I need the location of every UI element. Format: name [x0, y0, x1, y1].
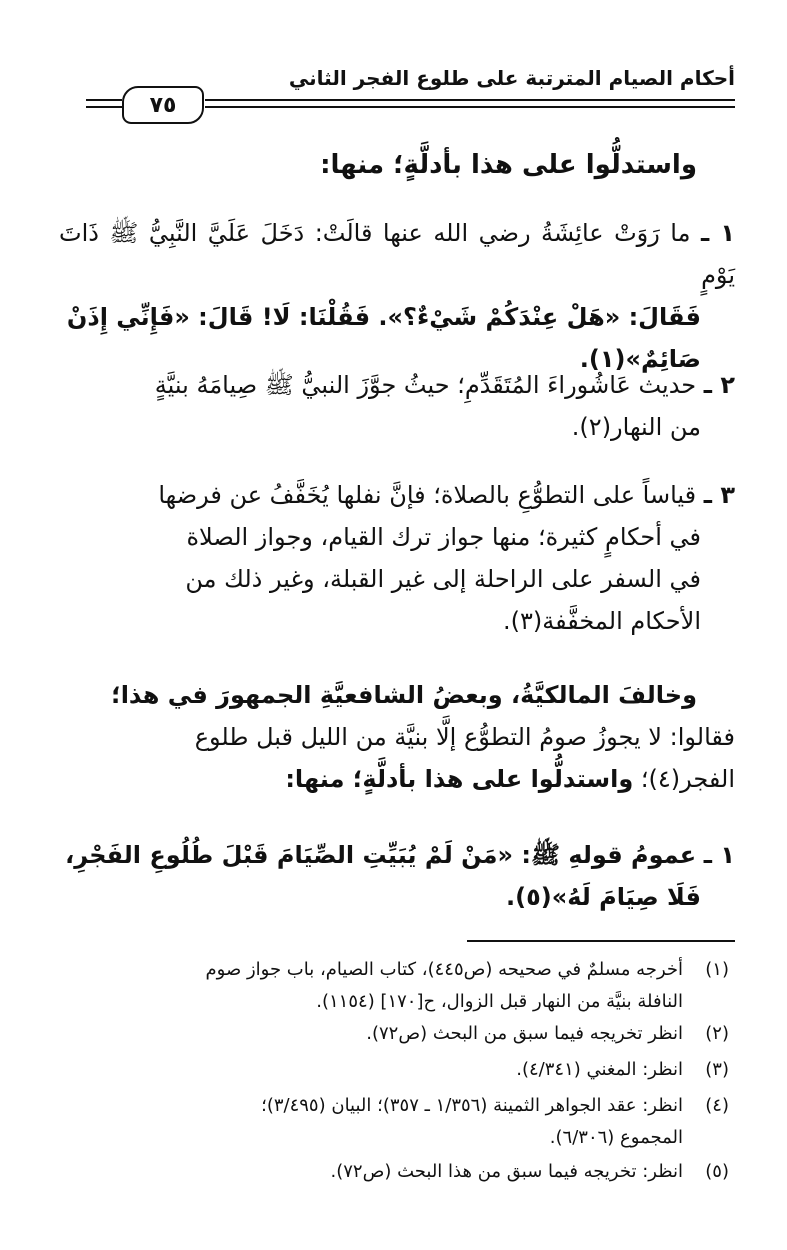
item-text: حديث عَاشُوراءَ المُتَقَدِّمِ؛ حيثُ جوَّزَ النبيُّ ﷺ صِيامَهُ بنيَّةٍ: [154, 371, 697, 399]
item-text: في السفر على الراحلة إلى غير القبلة، وغير ذلك من: [185, 565, 701, 593]
item-number: ٣ ـ: [703, 481, 735, 509]
evidence-item-second-list-1: [59, 834, 735, 918]
paragraph-line: [59, 674, 735, 716]
item-line: [59, 600, 735, 642]
dissent-paragraph: [59, 674, 735, 800]
paragraph-text: وخالفَ المالكيَّةُ، وبعضُ الشافعيَّةِ الجمهورَ في هذا؛: [111, 681, 697, 709]
header-rule-top: [205, 99, 735, 101]
paragraph-text: الفجر(٤)؛: [633, 765, 735, 793]
footnote-separator: [467, 940, 735, 942]
item-line: [59, 558, 735, 600]
footnote-number: (٥): [705, 1161, 729, 1182]
footnote-number: (١): [705, 959, 729, 980]
footnote-line: [63, 1156, 729, 1188]
evidence-item-2: [59, 364, 735, 448]
header-rule-left-top: [86, 99, 122, 101]
footnote-text: أخرجه مسلمٌ في صحيحه (ص٤٤٥)، كتاب الصيام، باب جواز صوم: [205, 959, 683, 980]
footnote-text: المجموع (٦/٣٠٦).: [549, 1127, 683, 1148]
item-text: فَلَا صِيَامَ لَهُ»(٥).: [505, 883, 701, 911]
item-line: [59, 364, 735, 406]
item-text: عمومُ قولهِ ﷺ: «مَنْ لَمْ يُبَيِّتِ الصِّيَامَ قَبْلَ طُلُوعِ الفَجْرِ،: [65, 841, 697, 869]
footnote-number: (٤): [705, 1095, 729, 1116]
footnote-text: انظر: تخريجه فيما سبق من هذا البحث (ص٧٢).: [330, 1161, 683, 1182]
item-number: ١ ـ: [700, 219, 736, 247]
item-text: قياساً على التطوُّعِ بالصلاة؛ فإنَّ نفلها يُخَفَّفُ عن فرضها: [158, 481, 697, 509]
header-rule-left-bottom: [86, 106, 122, 108]
item-text: الأحكام المخفَّفة(٣).: [503, 607, 701, 635]
paragraph-text: فقالوا: لا يجوزُ صومُ التطوُّع إلَّا بنيَّة من الليل قبل طلوع: [194, 723, 735, 751]
footnote-number: (٣): [705, 1059, 729, 1080]
item-line: [59, 516, 735, 558]
item-line: [59, 406, 735, 448]
footnote-text: انظر: المغني (٤/٣٤١).: [516, 1059, 683, 1080]
item-text: في أحكامٍ كثيرة؛ منها جواز ترك القيام، وجواز الصلاة: [186, 523, 701, 551]
item-text: من النهار(٢).: [571, 413, 701, 441]
item-number: ١ ـ: [703, 841, 735, 869]
footnote-line: [63, 1090, 729, 1122]
paragraph-line: [59, 716, 735, 758]
footnote-text: انظر: عقد الجواهر الثمينة (١/٣٥٦ ـ ٣٥٧)؛ البيان (٣/٤٩٥)؛: [261, 1095, 683, 1116]
item-line: [59, 212, 735, 296]
footnote-number: (٢): [705, 1023, 729, 1044]
item-line: [59, 834, 735, 876]
footnote-text: انظر تخريجه فيما سبق من البحث (ص٧٢).: [366, 1023, 683, 1044]
item-line: [59, 876, 735, 918]
footnote-line: [63, 1018, 729, 1050]
footnote-line: [63, 1054, 729, 1086]
footnote-3: [63, 1054, 729, 1086]
footnote-1: [63, 954, 729, 1018]
paragraph-line: [59, 758, 735, 800]
footnote-text: النافلة بنيَّة من النهار قبل الزوال، ح[١٧٠] (١١٥٤).: [316, 991, 683, 1012]
item-text: فَقَالَ: «هَلْ عِنْدَكُمْ شَيْءٌ؟». فَقُلْنَا: لَا! قَالَ: «فَإِنِّي إِذَنْ: [66, 303, 701, 331]
footnote-line: [63, 986, 729, 1018]
item-line: [59, 474, 735, 516]
evidence-item-3: [59, 474, 735, 642]
footnote-5: [63, 1156, 729, 1188]
evidence-item-1: [59, 212, 735, 380]
evidence-intro-heading: واستدلُّوا على هذا بأدلَّةٍ؛ منها:: [320, 150, 697, 180]
footnote-line: [63, 954, 729, 986]
header-rule-bottom: [205, 106, 735, 108]
running-header-title: أحكام الصيام المترتبة على طلوع الفجر الثاني: [288, 66, 735, 90]
item-number: ٢ ـ: [703, 371, 735, 399]
footnote-line: [63, 1122, 729, 1154]
footnote-4: [63, 1090, 729, 1154]
item-line: [59, 296, 735, 338]
page-number: ٧٥: [122, 86, 204, 124]
footnote-2: [63, 1018, 729, 1050]
item-text: صَائِمٌ»(١).: [579, 345, 701, 373]
paragraph-text: واستدلُّوا على هذا بأدلَّةٍ؛ منها:: [285, 765, 634, 793]
item-text: ما رَوَتْ عائِشَةُ رضي الله عنها قالَتْ: دَخَلَ عَلَيَّ النَّبِيُّ ﷺ ذَاتَ يَوْمٍ: [59, 219, 735, 289]
